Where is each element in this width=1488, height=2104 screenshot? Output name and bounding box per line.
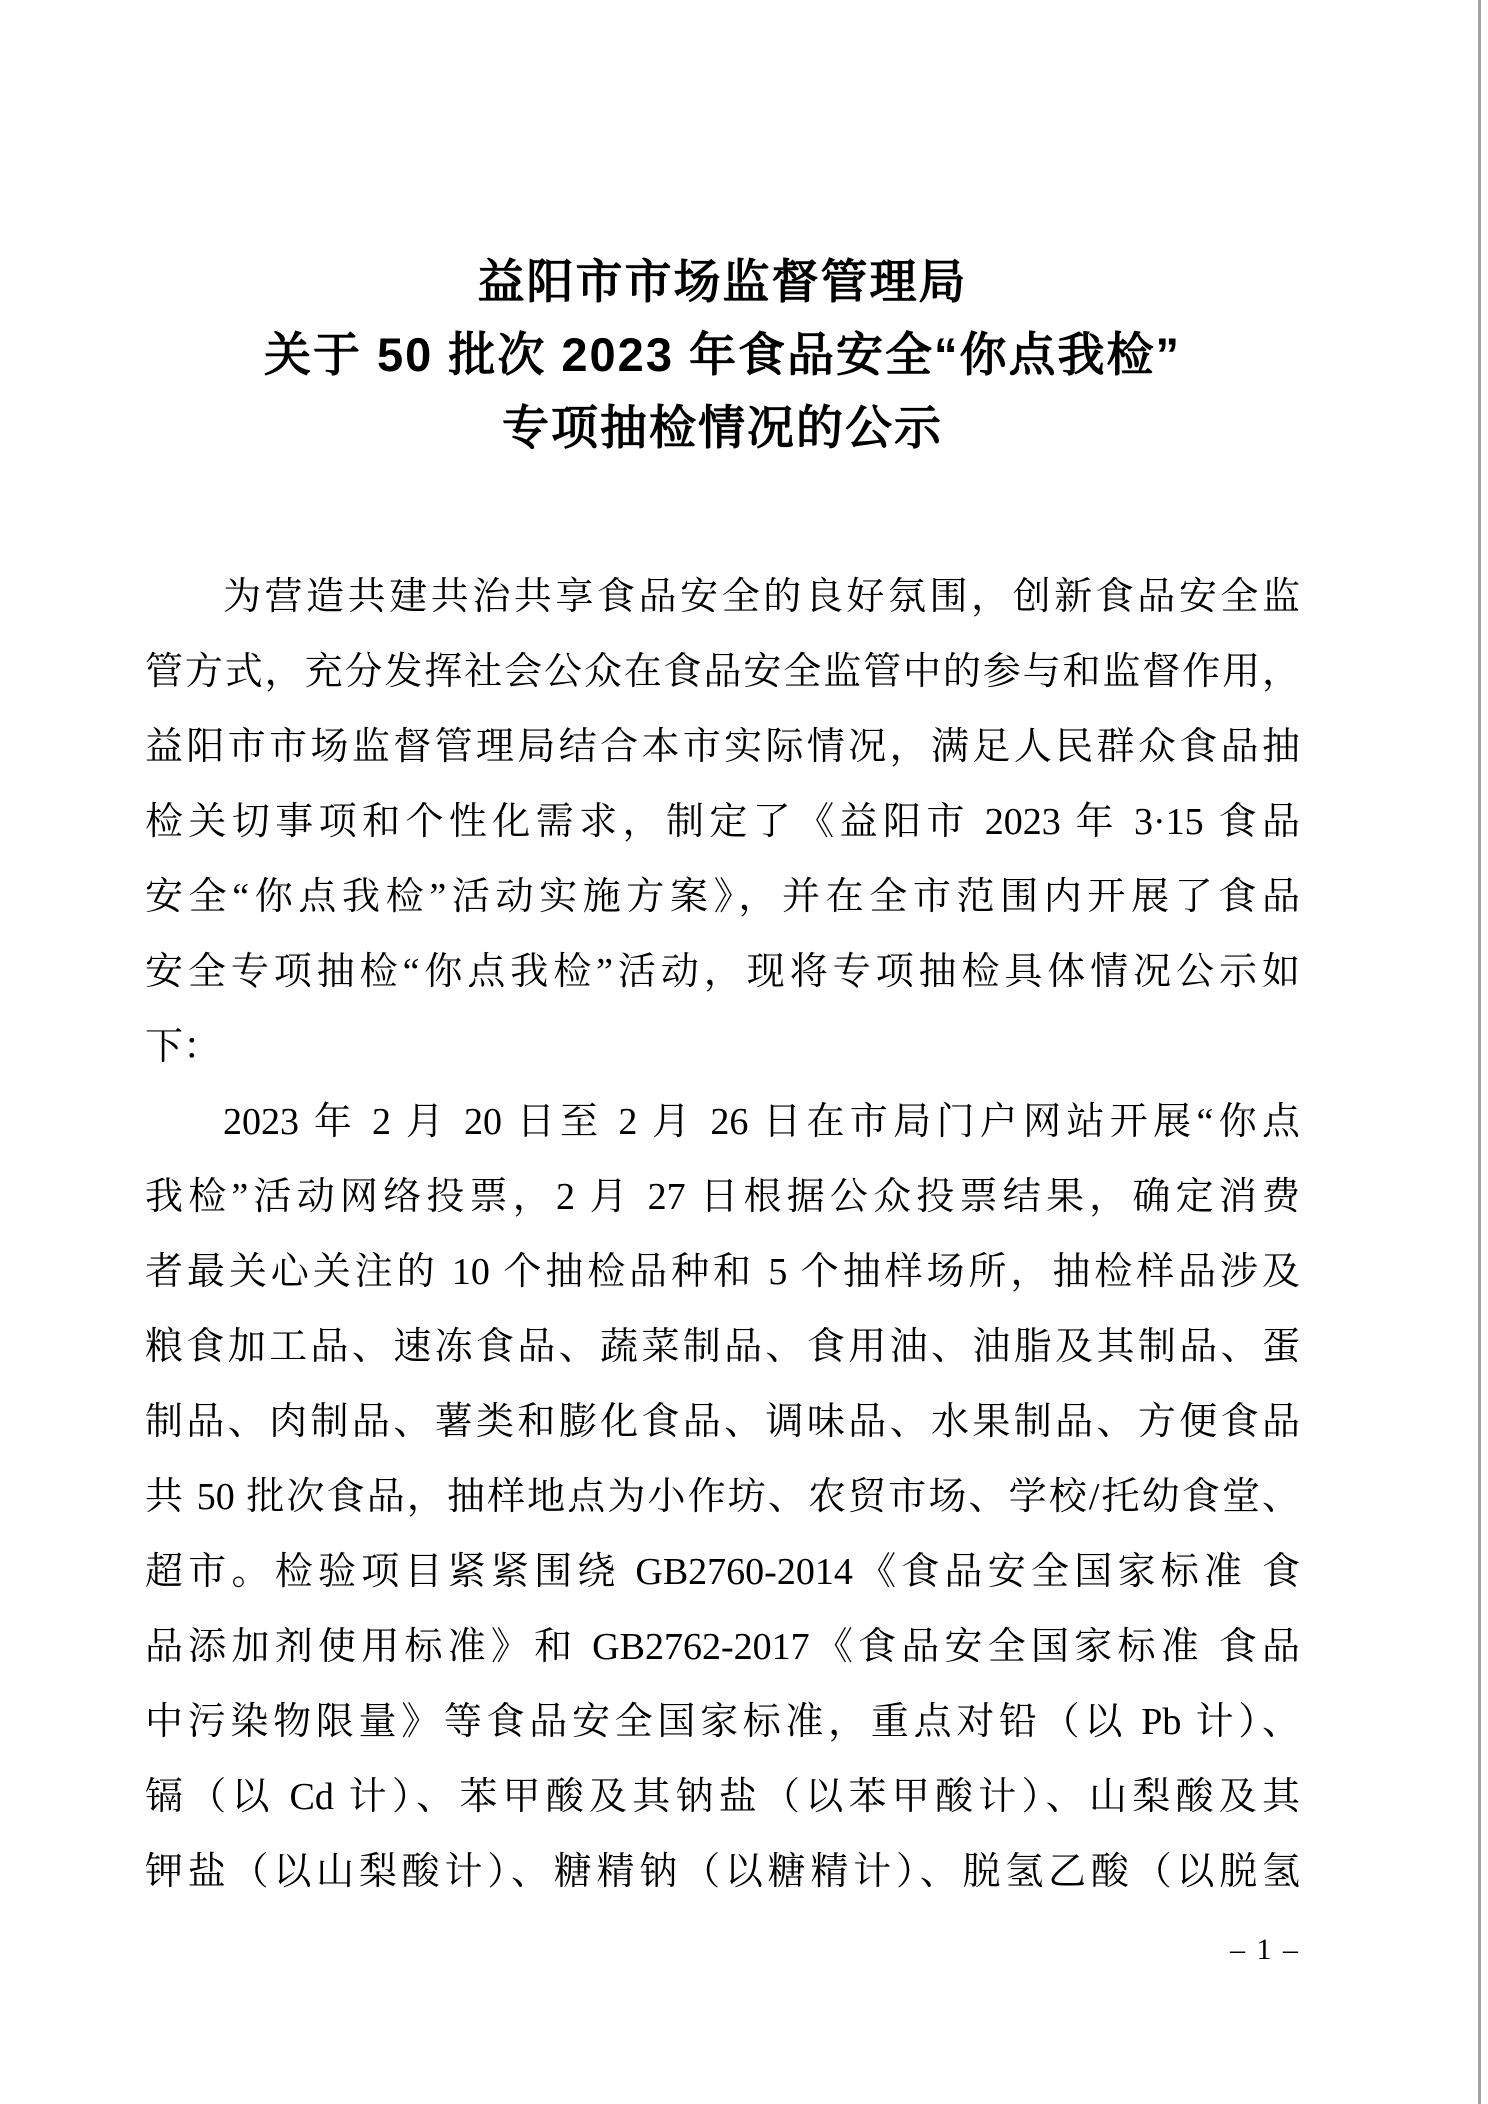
body-line: 管方式，充分发挥社会公众在食品安全监管中的参与和监督作用， bbox=[145, 651, 1300, 693]
body-line: 品添加剂使用标准》和 GB2762-2017《食品安全国家标准 食品 bbox=[145, 1626, 1300, 1668]
body-line: 安全专项抽检“你点我检”活动，现将专项抽检具体情况公示如 bbox=[145, 951, 1300, 993]
body-line: 益阳市市场监督管理局结合本市实际情况，满足人民群众食品抽 bbox=[145, 726, 1300, 768]
body-line: 下： bbox=[145, 1026, 222, 1068]
page-number: – 1 – bbox=[1230, 1933, 1300, 1966]
body-line: 钾盐（以山梨酸计）、糖精钠（以糖精计）、脱氢乙酸（以脱氢 bbox=[145, 1851, 1300, 1893]
title-line-2: 关于 50 批次 2023 年食品安全“你点我检” bbox=[263, 328, 1182, 381]
body-line: 我检”活动网络投票，2 月 27 日根据公众投票结果，确定消费 bbox=[145, 1176, 1300, 1218]
document-body bbox=[145, 560, 1300, 1910]
body-line: 制品、肉制品、薯类和膨化食品、调味品、水果制品、方便食品 bbox=[145, 1401, 1300, 1443]
title-line-3: 专项抽检情况的公示 bbox=[502, 401, 943, 454]
body-line: 粮食加工品、速冻食品、蔬菜制品、食用油、油脂及其制品、蛋 bbox=[145, 1326, 1300, 1368]
body-line: 镉（以 Cd 计）、苯甲酸及其钠盐（以苯甲酸计）、山梨酸及其 bbox=[145, 1776, 1300, 1818]
document-title bbox=[145, 245, 1300, 464]
body-line: 者最关心关注的 10 个抽检品种和 5 个抽样场所，抽检样品涉及 bbox=[145, 1251, 1300, 1293]
page-edge-line bbox=[1478, 0, 1481, 2104]
body-line: 超市。检验项目紧紧围绕 GB2760-2014《食品安全国家标准 食 bbox=[145, 1551, 1300, 1593]
body-line: 检关切事项和个性化需求，制定了《益阳市 2023 年 3·15 食品 bbox=[145, 801, 1300, 843]
body-line: 为营造共建共治共享食品安全的良好氛围，创新食品安全监 bbox=[223, 576, 1300, 618]
title-line-1: 益阳市市场监督管理局 bbox=[477, 255, 968, 308]
body-line: 安全“你点我检”活动实施方案》，并在全市范围内开展了食品 bbox=[145, 876, 1300, 918]
body-line: 中污染物限量》等食品安全国家标准，重点对铅（以 Pb 计）、 bbox=[145, 1701, 1300, 1743]
body-line: 2023 年 2 月 20 日至 2 月 26 日在市局门户网站开展“你点 bbox=[223, 1101, 1300, 1143]
body-line: 共 50 批次食品，抽样地点为小作坊、农贸市场、学校/托幼食堂、 bbox=[145, 1476, 1300, 1518]
